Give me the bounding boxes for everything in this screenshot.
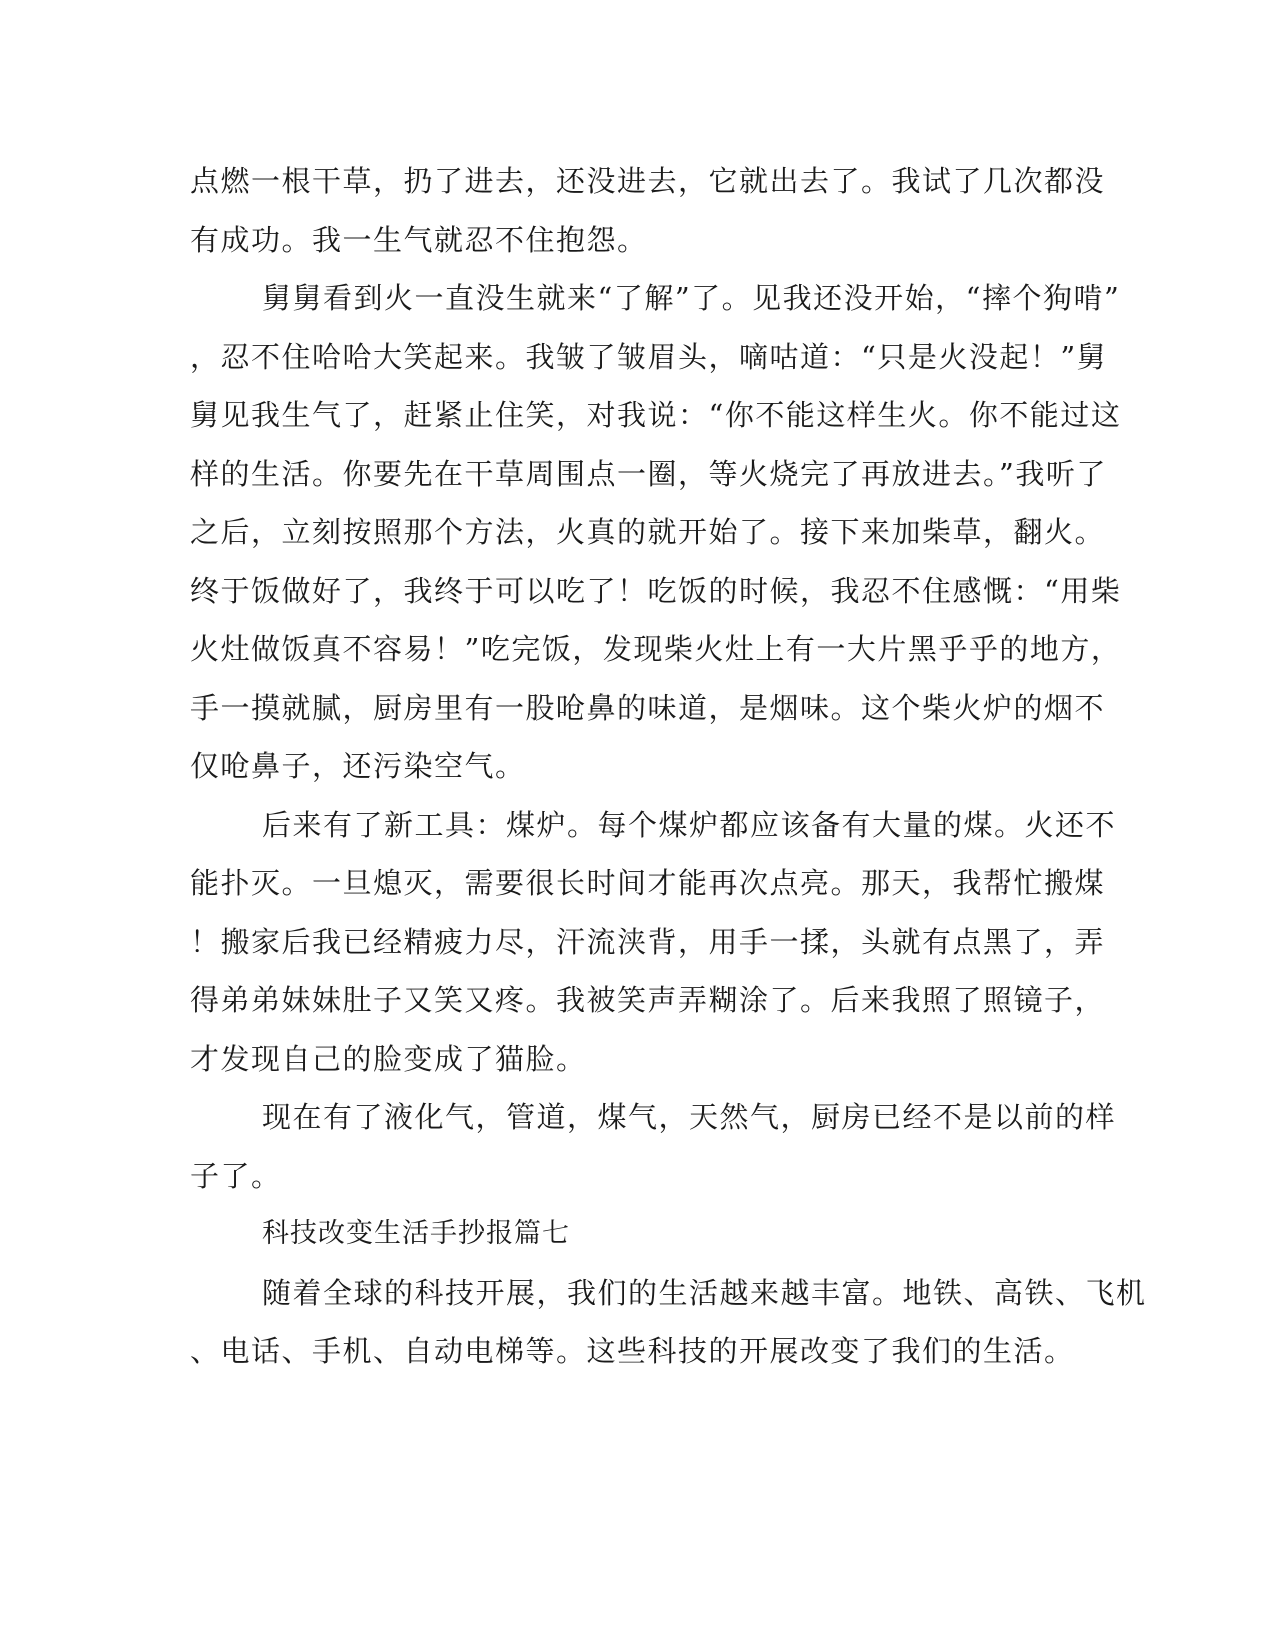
paragraph-start-line-20: 随着全球的科技开展，我们的生活越来越丰富。地铁、高铁、飞机: [262, 1276, 1147, 1310]
text-line-5: 舅见我生气了，赶紧止住笑，对我说：“你不能这样生火。你不能过这: [190, 398, 1122, 432]
text-line-7: 之后，立刻按照那个方法，火真的就开始了。接下来加柴草，翻火。: [190, 515, 1106, 549]
paragraph-start-line-17: 现在有了液化气，管道，煤气，天然气，厨房已经不是以前的样: [262, 1100, 1117, 1134]
text-line-13: 能扑灭。一旦熄灭，需要很长时间才能再次点亮。那天，我帮忙搬煤: [190, 866, 1106, 900]
section-heading: 科技改变生活手抄报篇七: [262, 1218, 570, 1249]
text-line-10: 手一摸就腻，厨房里有一股呛鼻的味道，是烟味。这个柴火炉的烟不: [190, 691, 1106, 725]
paragraph-start-line-12: 后来有了新工具：煤炉。每个煤炉都应该备有大量的煤。火还不: [262, 808, 1117, 842]
text-line-14: ！搬家后我已经精疲力尽，汗流浃背，用手一揉，头就有点黑了，弄: [190, 925, 1106, 959]
text-line-2: 有成功。我一生气就忍不住抱怨。: [190, 223, 648, 257]
text-line-15: 得弟弟妹妹肚子又笑又疼。我被笑声弄糊涂了。后来我照了照镜子，: [190, 983, 1106, 1017]
text-line-9: 火灶做饭真不容易！”吃完饭，发现柴火灶上有一大片黑乎乎的地方，: [190, 632, 1122, 666]
text-line-18: 子了。: [190, 1159, 282, 1193]
text-line-16: 才发现自己的脸变成了猫脸。: [190, 1042, 587, 1076]
text-line-21: 、电话、手机、自动电梯等。这些科技的开展改变了我们的生活。: [190, 1334, 1075, 1368]
text-line-6: 样的生活。你要先在干草周围点一圈，等火烧完了再放进去。”我听了: [190, 457, 1107, 491]
text-line-8: 终于饭做好了，我终于可以吃了！吃饭的时候，我忍不住感慨：“用柴: [190, 574, 1122, 608]
paragraph-start-line-3: 舅舅看到火一直没生就来“了解”了。见我还没开始，“摔个狗啃”: [262, 281, 1121, 315]
text-line-1: 点燃一根干草，扔了进去，还没进去，它就出去了。我试了几次都没: [190, 164, 1106, 198]
text-line-4: ，忍不住哈哈大笑起来。我皱了皱眉头，嘀咕道：“只是火没起！”舅: [190, 340, 1108, 374]
text-line-11: 仅呛鼻子，还污染空气。: [190, 749, 526, 783]
